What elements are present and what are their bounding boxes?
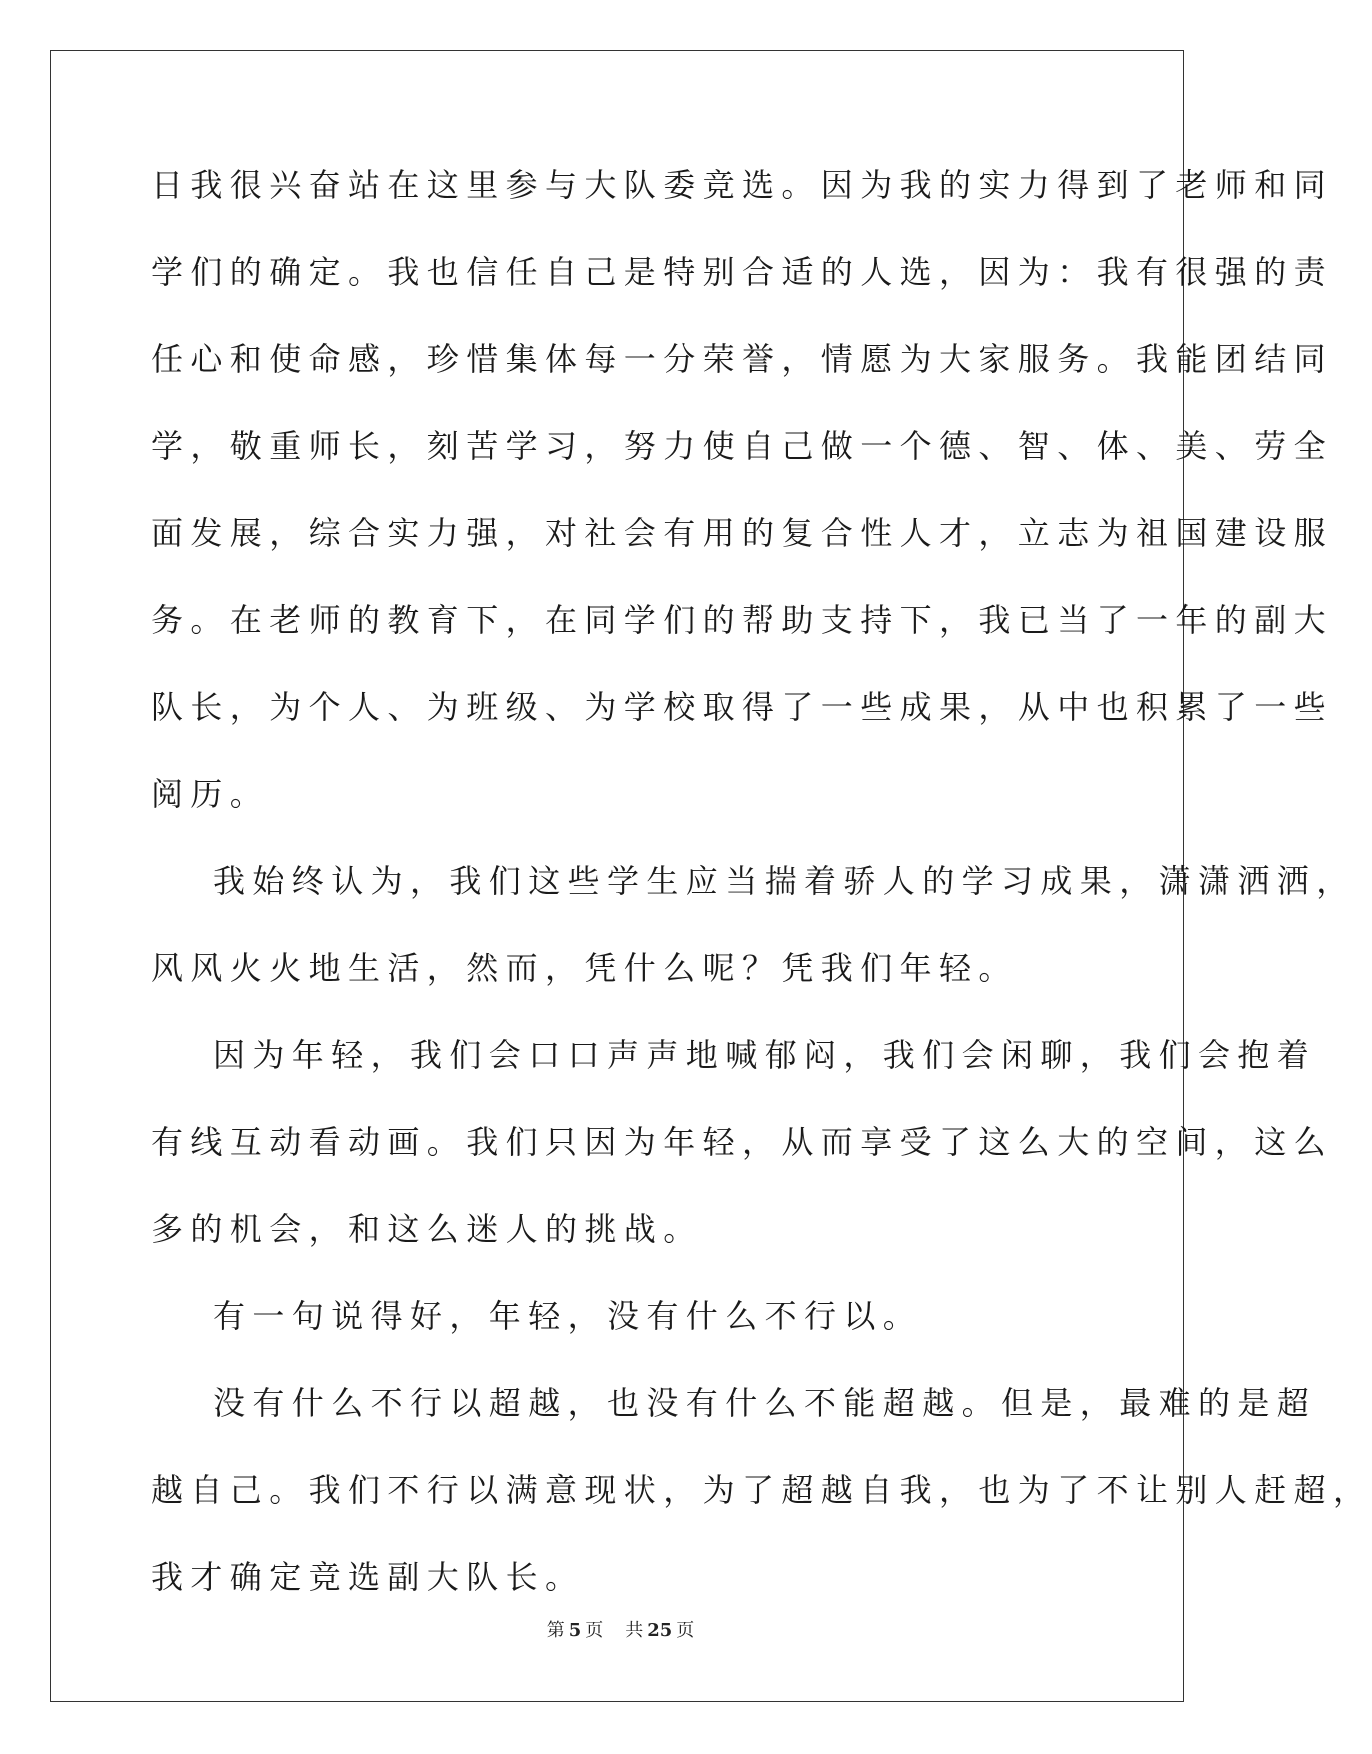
footer-total-suffix: 页 <box>676 1620 695 1641</box>
footer-total-pages: 25 <box>647 1620 673 1641</box>
text-line: 我才确定竞选副大队长。 <box>151 1558 585 1596</box>
text-line: 学们的确定。我也信任自己是特别合适的人选，因为：我有很强的责 <box>151 253 1334 291</box>
text-line: 日我很兴奋站在这里参与大队委竞选。因为我的实力得到了老师和同 <box>151 166 1334 204</box>
text-line: 风风火火地生活，然而，凭什么呢？凭我们年轻。 <box>151 949 1018 987</box>
text-line: 面发展，综合实力强，对社会有用的复合性人才，立志为祖国建设服 <box>151 514 1334 552</box>
footer-page-suffix: 页 <box>585 1620 604 1641</box>
document-body <box>151 155 1372 1634</box>
text-line: 越自己。我们不行以满意现状，为了超越自我，也为了不让别人赶超， <box>151 1471 1372 1509</box>
text-line: 没有什么不行以超越，也没有什么不能超越。但是，最难的是超 <box>213 1384 1317 1422</box>
text-line: 多的机会，和这么迷人的挑战。 <box>151 1210 703 1248</box>
footer-total-prefix: 共 <box>625 1620 644 1641</box>
text-line: 有一句说得好，年轻，没有什么不行以。 <box>213 1297 923 1335</box>
text-line: 任心和使命感，珍惜集体每一分荣誉，情愿为大家服务。我能团结同 <box>151 340 1334 378</box>
footer-page-prefix: 第 <box>546 1620 565 1641</box>
text-line: 队长，为个人、为班级、为学校取得了一些成果，从中也积累了一些 <box>151 688 1334 726</box>
text-line: 务。在老师的教育下，在同学们的帮助支持下，我已当了一年的副大 <box>151 601 1334 639</box>
text-line: 有线互动看动画。我们只因为年轻，从而享受了这么大的空间，这么 <box>151 1123 1334 1161</box>
text-line: 因为年轻，我们会口口声声地喊郁闷，我们会闲聊，我们会抱着 <box>213 1036 1317 1074</box>
footer-page-number: 5 <box>568 1620 582 1641</box>
text-line: 我始终认为，我们这些学生应当揣着骄人的学习成果，潇潇洒洒， <box>213 862 1356 900</box>
text-line: 阅历。 <box>151 775 270 813</box>
text-line: 学，敬重师长，刻苦学习，努力使自己做一个德、智、体、美、劳全 <box>151 427 1334 465</box>
page-footer <box>0 1616 1241 1642</box>
